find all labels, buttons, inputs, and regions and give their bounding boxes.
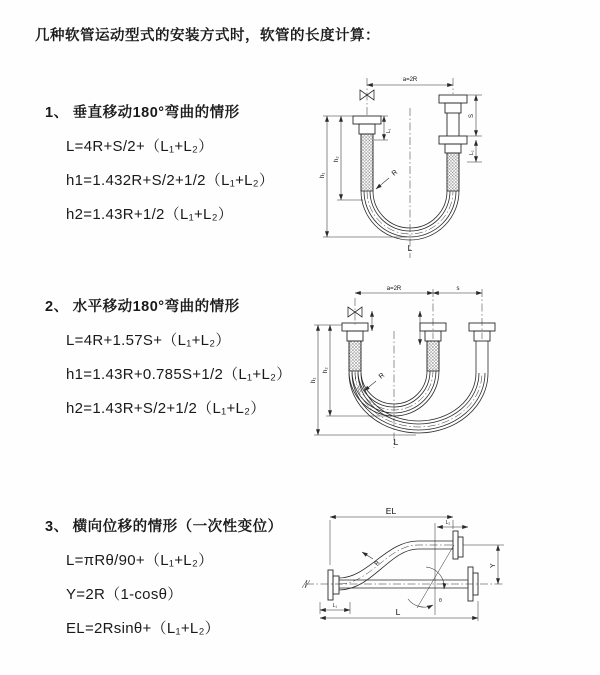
formula-line: Y=2R（1-cosθ） bbox=[66, 586, 183, 603]
dimension-l1 bbox=[374, 116, 392, 140]
hose-centerline bbox=[339, 545, 453, 584]
dim-l2-label: L₂ bbox=[469, 150, 475, 155]
dim-h1-label: h₁ bbox=[320, 172, 326, 178]
left-hose-fitting bbox=[353, 116, 381, 134]
diagram-lateral-displacement bbox=[298, 503, 528, 635]
formula-line: L=4R+S/2+（L₁+L₂） bbox=[66, 138, 214, 155]
left-braided-section bbox=[349, 341, 361, 371]
hose-s-curve bbox=[339, 541, 453, 590]
fitting-length-dims bbox=[372, 311, 420, 345]
section-2-title: 水平移动180°弯曲的情形 bbox=[72, 299, 240, 315]
formula-line: h1=1.43R+0.785S+1/2（L₁+L₂） bbox=[66, 366, 292, 383]
dim-h1-label: h₁ bbox=[311, 377, 317, 383]
dim-h2-label: h₂ bbox=[334, 156, 340, 162]
dimension-l bbox=[320, 601, 478, 621]
formula-line: L=4R+1.57S+（L₁+L₂） bbox=[66, 332, 231, 349]
fixed-end-fitting bbox=[342, 323, 368, 341]
section-1-heading bbox=[45, 101, 274, 122]
diagram-vertical-bend bbox=[315, 70, 495, 268]
middle-braided-section bbox=[427, 341, 439, 371]
length-label: L bbox=[393, 437, 399, 447]
section-3-title: 横向位移的情形（一次性变位） bbox=[72, 519, 283, 535]
dimension-y bbox=[463, 545, 504, 584]
dimension-l1 bbox=[320, 602, 350, 614]
dimension-el bbox=[330, 506, 453, 565]
dim-s-label: S bbox=[469, 113, 475, 118]
formula-line: h2=1.43R+1/2（L₁+L₂） bbox=[66, 206, 234, 223]
dim-a2r-label: a=2R bbox=[402, 77, 418, 83]
radius-leader bbox=[364, 372, 386, 391]
hose-displaced-position bbox=[349, 341, 488, 433]
diagram-horizontal-bend bbox=[308, 283, 513, 458]
section-horizontal-bend bbox=[45, 295, 292, 418]
dim-y-label: Y bbox=[490, 563, 497, 568]
dimension-l2 bbox=[437, 520, 468, 527]
section-2-number: 2、 bbox=[45, 299, 69, 315]
dim-l1-label: L₁ bbox=[386, 128, 392, 133]
angle-construction bbox=[408, 523, 454, 615]
section-3-heading bbox=[45, 515, 283, 536]
formula-line: L=πRθ/90+（L₁+L₂） bbox=[66, 552, 214, 569]
length-label: L bbox=[407, 243, 413, 253]
dimension-a2r bbox=[367, 77, 453, 85]
radius-leader bbox=[362, 552, 382, 567]
section-vertical-bend bbox=[45, 101, 274, 224]
dim-a2r-label: a=2R bbox=[386, 286, 402, 292]
section-3-number: 3、 bbox=[45, 519, 69, 535]
section-2-heading bbox=[45, 295, 292, 316]
dimension-l2 bbox=[467, 140, 482, 162]
dimension-a2r bbox=[355, 286, 433, 293]
left-braided-section bbox=[361, 134, 373, 191]
dim-s-label: s bbox=[456, 286, 460, 292]
angle-label: θ bbox=[439, 598, 442, 604]
right-braided-section bbox=[447, 153, 459, 191]
formula-line: h2=1.43R+S/2+1/2（L₁+L₂） bbox=[66, 400, 266, 417]
dim-l2-label: L₂ bbox=[445, 520, 451, 526]
radius-label: R bbox=[377, 371, 387, 381]
radius-label: R bbox=[390, 168, 400, 178]
radius-label: R bbox=[373, 560, 382, 568]
right-hose-fitting bbox=[439, 95, 467, 153]
formula-line: h1=1.432R+S/2+1/2（L₁+L₂） bbox=[66, 172, 275, 189]
dim-h2-label: h₂ bbox=[323, 367, 329, 373]
section-1-number: 1、 bbox=[45, 105, 69, 121]
page-title: 几种软管运动型式的安装方式时，软管的长度计算： bbox=[35, 28, 380, 44]
formula-line: EL=2Rsinθ+（L₁+L₂） bbox=[66, 620, 220, 637]
displaced-end-flange bbox=[453, 531, 463, 559]
dim-l-label: L bbox=[395, 607, 401, 617]
dimension-s bbox=[467, 95, 482, 136]
section-lateral-displacement bbox=[45, 515, 283, 638]
dim-l1-label: L₁ bbox=[332, 603, 338, 609]
dimension-s bbox=[433, 286, 482, 293]
section-1-title: 垂直移动180°弯曲的情形 bbox=[72, 105, 240, 121]
fixed-end-flange bbox=[328, 570, 339, 600]
dim-el-label: EL bbox=[385, 506, 397, 516]
radius-leader bbox=[376, 169, 399, 189]
